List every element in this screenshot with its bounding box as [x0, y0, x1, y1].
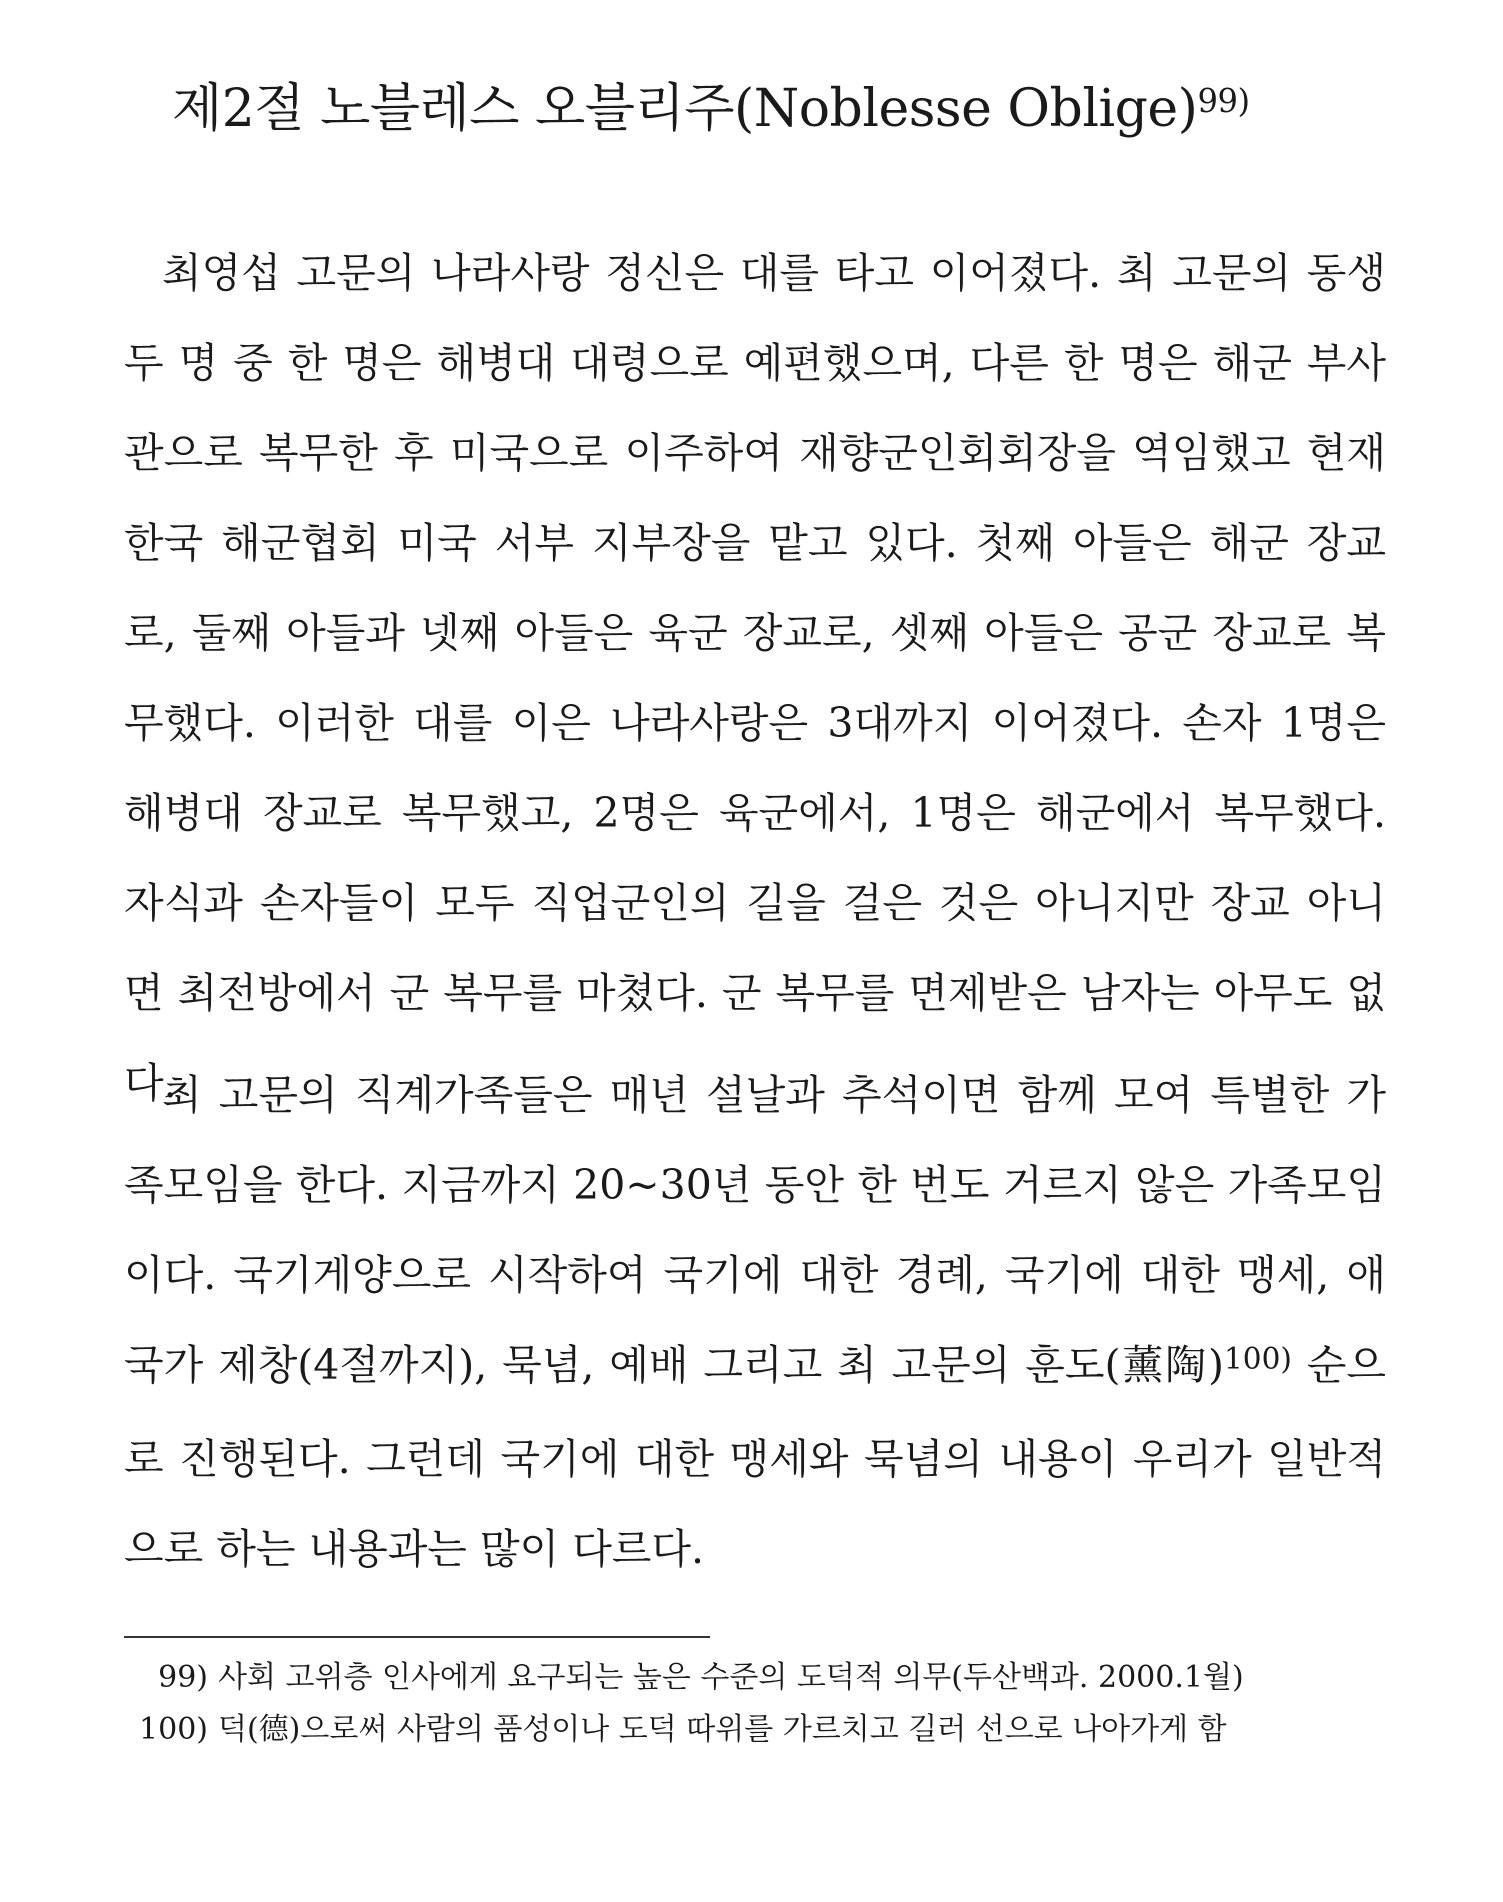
paragraph-2-text-before: 최 고문의 직계가족들은 매년 설날과 추석이면 함께 모여 특별한 가족모임을 한다. 지금까지 20~30년 동안 한 번도 거르지 않은 가족모임이다. 국기게양으로 시작하여 국기에 대한 경례, 국기에 대한 맹세, 애국가 제창(4절까지), 묵념, 예배 그리고 최 고문의 훈도(薰陶)	[124, 1071, 1386, 1389]
footnotes	[124, 1652, 1386, 1756]
footnote-number: 100)	[139, 1712, 208, 1747]
footnote-item	[124, 1652, 1386, 1704]
footnote-divider	[124, 1636, 710, 1638]
footnote-text: 사회 고위층 인사에게 요구되는 높은 수준의 도덕적 의무(두산백과. 2000.1월)	[218, 1660, 1244, 1695]
footnote-number: 99)	[158, 1660, 208, 1695]
section-heading	[172, 78, 1250, 140]
heading-footnote-ref: 99)	[1197, 82, 1250, 120]
paragraph-1-text: 최영섭 고문의 나라사랑 정신은 대를 타고 이어졌다. 최 고문의 동생 두 명 중 한 명은 해병대 대령으로 예편했으며, 다른 한 명은 해군 부사관으로 복무한 후 미국으로 이주하여 재향군인회회장을 역임했고 현재 한국 해군협회 미국 서부 지부장을 맡고 있다. 첫째 아들은 해군 장교로, 둘째 아들과 넷째 아들은 육군 장교로, 셋째 아들은 공군 장교로 복무했다. 이러한 대를 이은 나라사랑은 3대까지 이어졌다. 손자 1명은 해병대 장교로 복무했고, 2명은 육군에서, 1명은 해군에서 복무했다. 자식과 손자들이 모두 직업군인의 길을 걸은 것은 아니지만 장교 아니면 최전방에서 군 복무를 마쳤다. 군 복무를 면제받은 남자는 아무도 없다.	[124, 249, 1386, 1107]
footnote-text: 덕(德)으로써 사람의 품성이나 도덕 따위를 가르치고 길러 선으로 나아가게 함	[218, 1712, 1227, 1747]
paragraph-2-text-after: 순으로 진행된다. 그런데 국기에 대한 맹세와 묵념의 내용이 우리가 일반적으로 하는 내용과는 많이 다르다.	[124, 1341, 1386, 1573]
paragraph-2-footnote-ref: 100)	[1224, 1342, 1292, 1376]
section-heading-text: 제2절 노블레스 오블리주(Noblesse Oblige)	[172, 79, 1198, 139]
footnote-item	[124, 1704, 1386, 1756]
body-paragraph-2	[124, 1050, 1386, 1594]
body-paragraph-1	[124, 228, 1386, 1128]
